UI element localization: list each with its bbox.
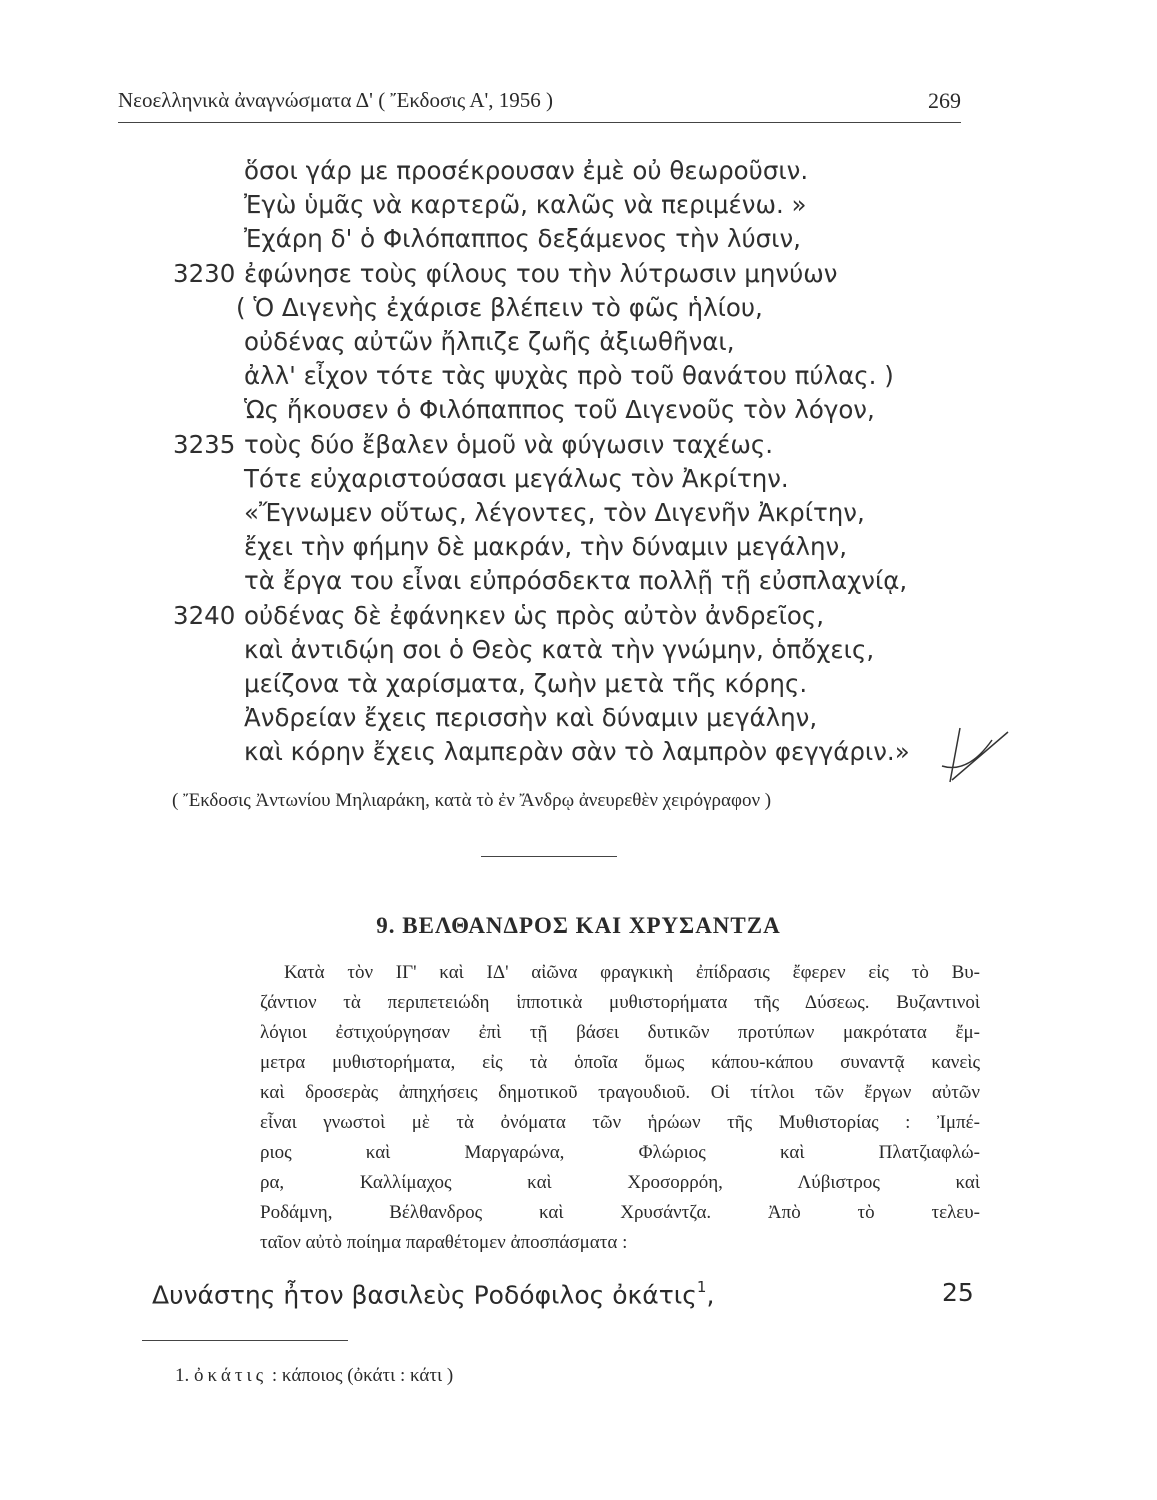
poem-line: ἔχει τὴν φήμην δὲ μακράν, τὴν δύναμιν μεγάλην,: [244, 532, 847, 561]
intro-line: Ροδάμνη, Βέλθανδρος καὶ Χρυσάντζα. Ἀπὸ τὸ τελευ-: [260, 1202, 980, 1223]
poem-line: Τότε εὐχαριστούσασι μεγάλως τὸν Ἀκρίτην.: [244, 464, 789, 493]
poem-line: ( Ὁ Διγενὴς ἐχάρισε βλέπειν τὸ φῶς ἡλίου,: [236, 293, 763, 322]
poem-line: οὐδένας δὲ ἐφάνηκεν ὡς πρὸς αὐτὸν ἀνδρεῖος,: [244, 601, 825, 630]
poem-line: τοὺς δύο ἔβαλεν ὁμοῦ νὰ φύγωσιν ταχέως.: [244, 430, 774, 459]
poem-line: μείζονα τὰ χαρίσματα, ζωὴν μετὰ τῆς κόρης.: [244, 669, 808, 698]
running-head-title: Νεοελληνικὰ ἀναγνώσματα Δ' ( Ἔκδοσις Α', 1956 ): [118, 88, 554, 112]
footnote-ref: 1: [696, 1278, 707, 1296]
poem-line: οὐδένας αὐτῶν ἤλπιζε ζωῆς ἀξιωθῆναι,: [244, 327, 735, 356]
poem-line: Ἀνδρείαν ἔχεις περισσὴν καὶ δύναμιν μεγάλην,: [244, 703, 818, 732]
intro-line: ταῖον αὐτὸ ποίημα παραθέτομεν ἀποσπάσματα :: [260, 1232, 628, 1253]
intro-line: μετρα μυθιστορήματα, εἰς τὰ ὁποῖα ὅμως κάπου-κάπου συναντᾷ κανεὶς: [260, 1052, 980, 1073]
poem-line: τὰ ἔργα του εἶναι εὐπρόσδεκτα πολλῇ τῇ εὐσπλαχνίᾳ,: [244, 566, 908, 595]
footnote-term: ὀκάτις: [194, 1365, 268, 1386]
footnote-rule: [142, 1340, 348, 1341]
line-number: 3240: [173, 601, 236, 630]
poem-line: ὅσοι γάρ με προσέκρουσαν ἐμὲ οὐ θεωροῦσιν.: [244, 156, 809, 185]
section-title: 9. ΒΕΛΘΑΝΔΡΟΣ ΚΑΙ ΧΡΥΣΑΝΤΖΑ: [376, 913, 781, 938]
poem-line: καὶ ἀντιδῴη σοι ὁ Θεὸς κατὰ τὴν γνώμην, ὁπὄχεις,: [244, 635, 875, 664]
intro-line: Κατὰ τὸν ΙΓ' καὶ ΙΔ' αἰῶνα φραγκικὴ ἐπίδρασις ἔφερεν εἰς τὸ Βυ-: [284, 962, 980, 983]
poem-line: Ἐχάρη δ' ὁ Φιλόπαππος δεξάμενος τὴν λύσιν,: [244, 224, 801, 253]
poem-line: καὶ κόρην ἔχεις λαμπερὰν σὰν τὸ λαμπρὸν φεγγάριν.»: [244, 737, 910, 766]
intro-paragraph: [260, 958, 980, 1258]
page-number: 269: [928, 88, 961, 113]
intro-line: καὶ δροσερὰς ἀπηχήσεις δημοτικοῦ τραγουδιοῦ. Οἱ τίτλοι τῶν ἔργων αὐτῶν: [260, 1082, 980, 1103]
poem-line: ἐφώνησε τοὺς φίλους του τὴν λύτρωσιν μηνύων: [244, 259, 838, 288]
footnote-marker: 1.: [175, 1365, 190, 1386]
poem-line: Ἐγὼ ὑμᾶς νὰ καρτερῶ, καλῶς νὰ περιμένω. »: [244, 190, 807, 219]
poem-line: ἀλλ' εἶχον τότε τὰς ψυχὰς πρὸ τοῦ θανάτου πύλας. ): [244, 361, 894, 390]
intro-line: ζάντιον τὰ περιπετειώδη ἱπποτικὰ μυθιστορήματα τῆς Δύσεως. Βυζαντινοὶ: [260, 992, 980, 1013]
handwritten-mark: [938, 722, 1018, 796]
footnote: [175, 1365, 453, 1387]
line-number: 3230: [173, 259, 236, 288]
header-rule: [118, 122, 961, 123]
footnote-text: : κάποιος (ὀκάτι : κάτι ): [271, 1365, 454, 1386]
poem-line: Ὡς ἤκουσεν ὁ Φιλόπαππος τοῦ Διγενοῦς τὸν λόγον,: [244, 395, 875, 424]
intro-line: εἶναι γνωστοὶ μὲ τὰ ὀνόματα τῶν ἡρώων τῆς Μυθιστορίας : Ἰμπέ-: [260, 1112, 980, 1133]
poem-line: «Ἔγνωμεν οὕτως, λέγοντες, τὸν Διγενῆν Ἀκρίτην,: [244, 498, 865, 527]
intro-line: λόγιοι ἐστιχούργησαν ἐπὶ τῇ βάσει δυτικῶν προτύπων μακρότατα ἔμ-: [260, 1022, 980, 1043]
intro-line: ρα, Καλλίμαχος καὶ Χροσορρόη, Λύβιστρος καὶ: [260, 1172, 980, 1193]
running-head: [118, 88, 961, 113]
edition-note: ( Ἔκδοσις Ἀντωνίου Μηλιαράκη, κατὰ τὸ ἐν Ἄνδρῳ ἀνευρεθὲν χειρόγραφον ): [172, 790, 772, 811]
line-number: 3235: [173, 430, 236, 459]
verse-trail: ,: [706, 1280, 715, 1310]
verse-text: Δυνάστης ἦτον βασιλεὺς Ροδόφιλος ὀκάτις: [152, 1280, 697, 1310]
verse-line-25: [152, 1280, 714, 1309]
section-separator: [481, 856, 617, 857]
line-number-25: 25: [942, 1278, 974, 1307]
intro-line: ριος καὶ Μαργαρώνα, Φλώριος καὶ Πλατζιαφλώ-: [260, 1142, 980, 1163]
